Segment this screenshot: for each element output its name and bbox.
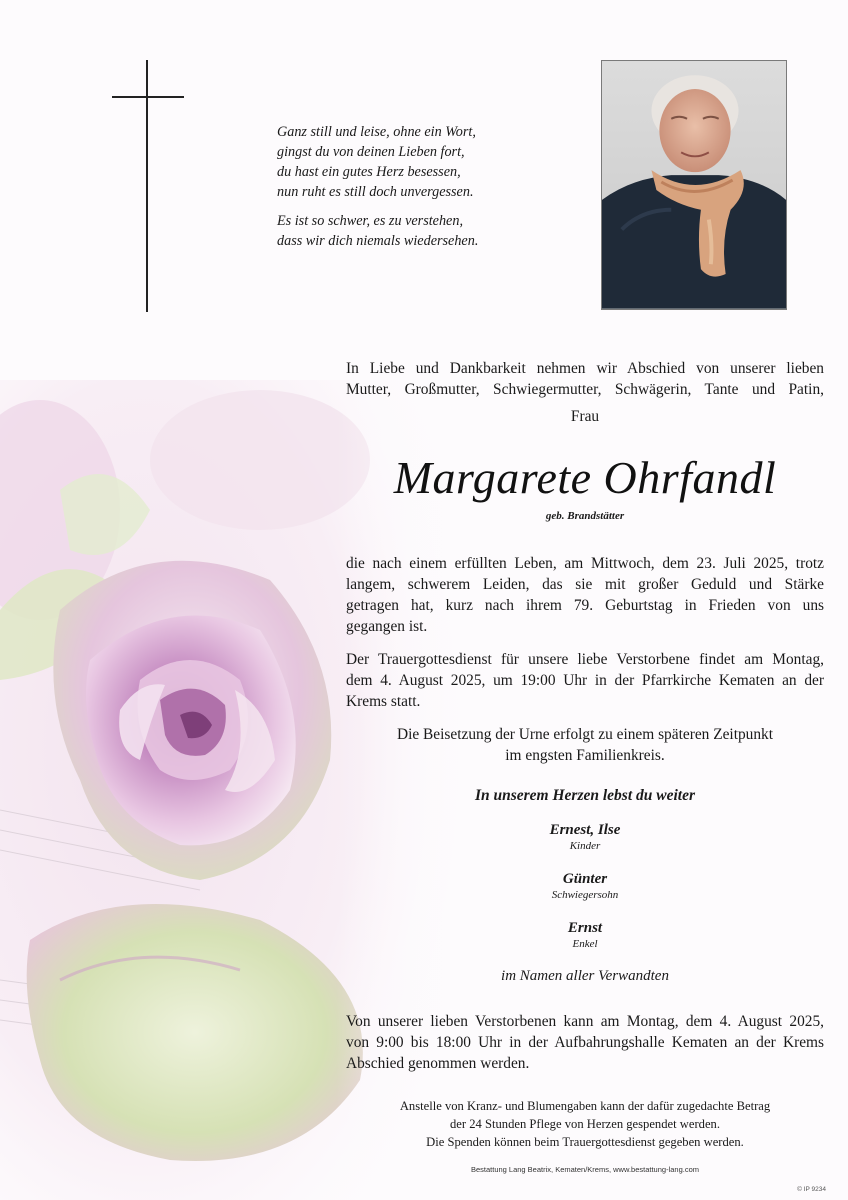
maiden-name: geb. Brandstätter — [545, 510, 625, 522]
poem-line: dass wir dich niemals wiedersehen. — [277, 233, 479, 249]
funeral-home-footer: Bestattung Lang Beatrix, Kematen/Krems, www.bestattung-lang.com — [470, 1165, 700, 1174]
poem-stanza-1 — [277, 122, 577, 202]
portrait-image — [602, 61, 786, 309]
viewing-text — [346, 1011, 824, 1074]
mourner-name: Günter — [562, 871, 608, 887]
poem-line: gingst du von deinen Lieben fort, — [277, 144, 465, 160]
memorial-motto: In unserem Herzen lebst du weiter — [474, 787, 696, 804]
mourner-entry — [346, 821, 824, 853]
burial-line: im engsten Familienkreis. — [505, 747, 665, 764]
mourner-name: Ernst — [567, 920, 603, 936]
salutation: Frau — [570, 408, 600, 425]
latin-cross-icon — [112, 60, 184, 312]
donation-note — [346, 1097, 824, 1151]
poem — [277, 122, 577, 260]
obituary-text — [346, 553, 824, 637]
donation-line: der 24 Stunden Pflege von Herzen gespendet werden. — [450, 1117, 720, 1131]
deceased-name: Margarete Ohrfandl — [393, 452, 777, 503]
intro-text — [346, 358, 824, 400]
poem-line: du hast ein gutes Herz besessen, — [277, 164, 461, 180]
mourner-entry — [346, 919, 824, 951]
service-line: dem 4. August 2025, um 19:00 Uhr in der Pfarrkirche Kematen an der — [346, 672, 824, 689]
mourner-relation: Enkel — [572, 938, 598, 950]
mourner-relation: Schwiegersohn — [551, 889, 619, 901]
poem-line: nun ruht es still doch unvergessen. — [277, 184, 474, 200]
donation-line: Die Spenden können beim Trauergottesdienst gegeben werden. — [426, 1135, 744, 1149]
donation-line: Anstelle von Kranz- und Blumengaben kann der dafür zugedachte Betrag — [399, 1099, 771, 1113]
service-line: Krems statt. — [346, 693, 421, 710]
burial-text — [346, 724, 824, 766]
funeral-service-text — [346, 649, 824, 712]
poem-line: Es ist so schwer, es zu verstehen, — [277, 213, 463, 229]
viewing-line: Abschied genommen werden. — [346, 1055, 530, 1072]
document-code: © IP 9234 — [797, 1186, 826, 1193]
mourner-relation: Kinder — [569, 840, 601, 852]
service-line: Der Trauergottesdienst für unsere liebe Verstorbene findet am Montag, — [346, 651, 824, 668]
obituary-line: getragen hat, kurz nach ihrem 79. Geburtstag in Frieden von uns — [346, 597, 824, 614]
obituary-line: gegangen ist. — [346, 618, 428, 635]
viewing-line: Von unserer lieben Verstorbenen kann am Montag, dem 4. August 2025, — [346, 1013, 824, 1030]
mourner-entry — [346, 870, 824, 902]
poem-stanza-2 — [277, 211, 577, 251]
intro-line: In Liebe und Dankbarkeit nehmen wir Abschied von unserer lieben — [346, 360, 824, 377]
portrait-photo — [601, 60, 787, 310]
mourner-name: Ernest, Ilse — [549, 822, 621, 838]
obituary-line: die nach einem erfüllten Leben, am Mittwoch, dem 23. Juli 2025, trotz — [346, 555, 824, 572]
viewing-line: von 9:00 bis 18:00 Uhr in der Aufbahrungshalle Kematen an der Krems — [346, 1034, 824, 1051]
relatives-line: im Namen aller Verwandten — [501, 968, 669, 984]
burial-line: Die Beisetzung der Urne erfolgt zu einem späteren Zeitpunkt — [396, 726, 774, 743]
intro-line: Mutter, Großmutter, Schwiegermutter, Schwägerin, Tante und Patin, — [346, 381, 824, 398]
poem-line: Ganz still und leise, ohne ein Wort, — [277, 124, 476, 140]
obituary-line: langem, schwerem Leiden, das sie mit großer Geduld und Stärke — [346, 576, 824, 593]
